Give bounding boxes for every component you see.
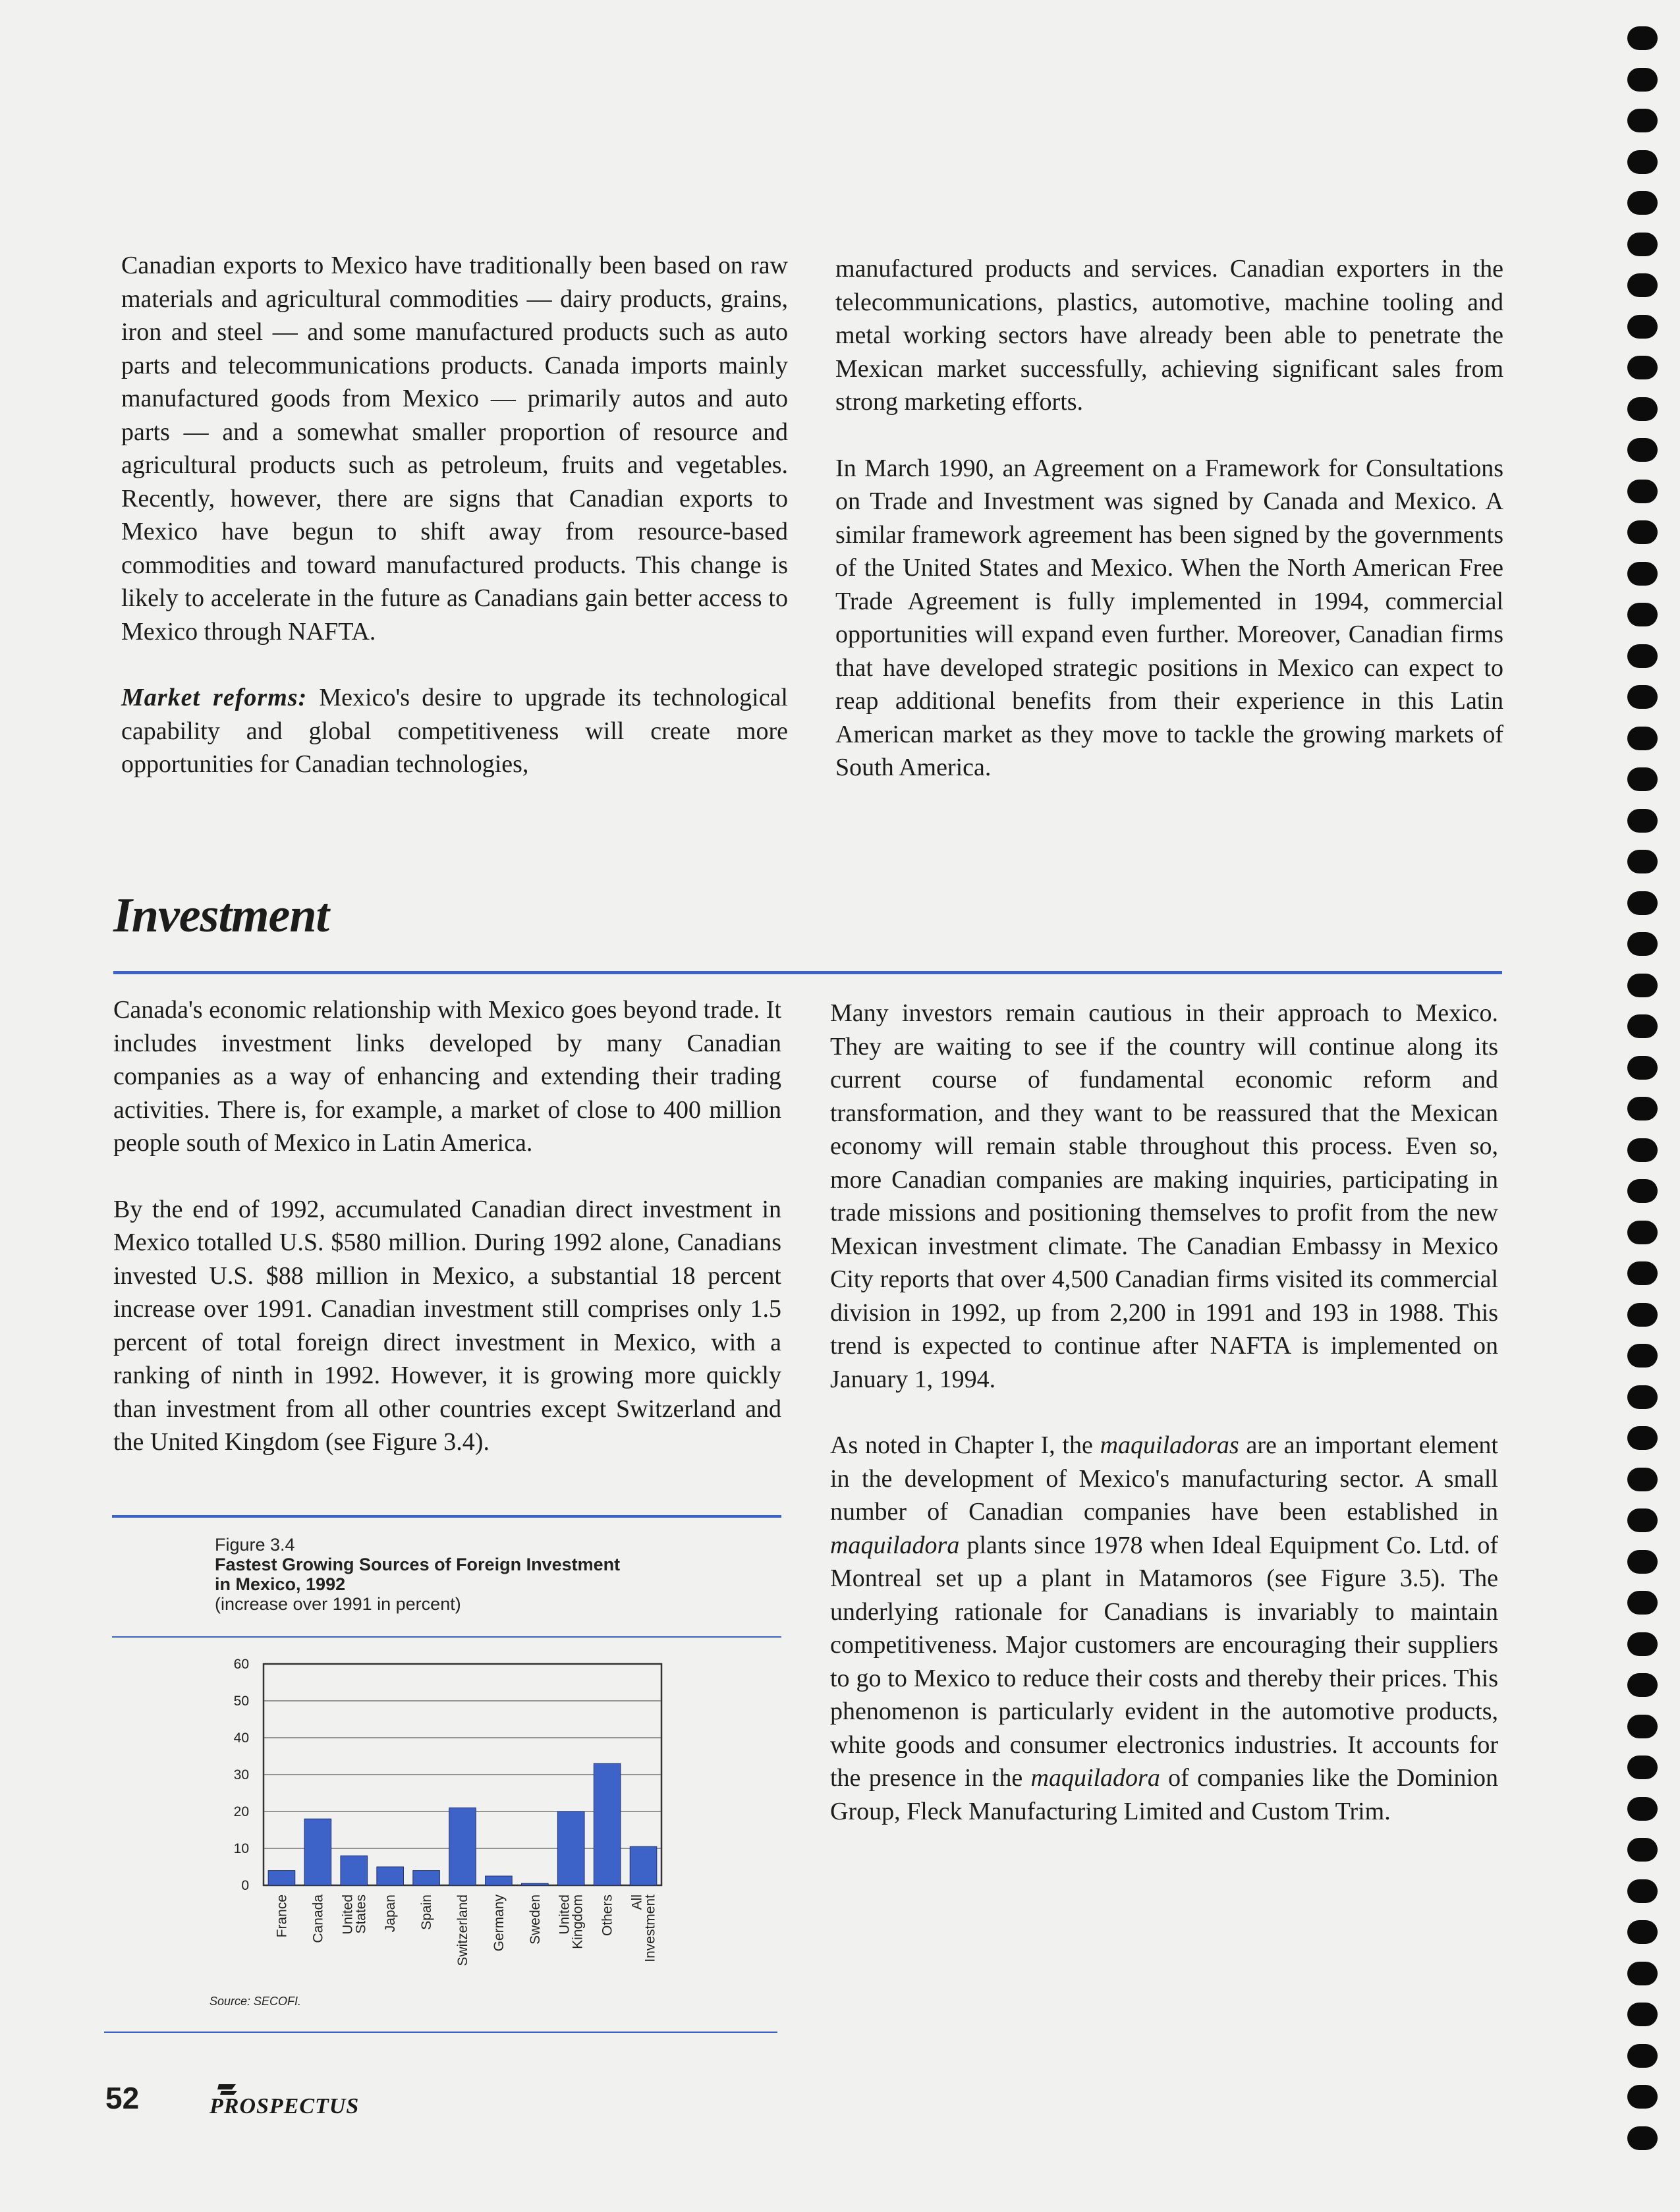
binding-hole xyxy=(1627,1468,1658,1491)
binding-hole xyxy=(1627,767,1658,791)
figure-caption xyxy=(215,1535,620,1614)
y-tick-label: 20 xyxy=(233,1804,249,1819)
prospectus-logo xyxy=(206,2080,370,2120)
x-tick-label: Canada xyxy=(310,1894,326,1943)
x-tick-label: Kingdom xyxy=(570,1894,586,1949)
bar xyxy=(486,1876,513,1885)
binding-hole xyxy=(1627,1879,1658,1903)
binding-hole xyxy=(1627,1261,1658,1285)
bar xyxy=(557,1811,584,1885)
paragraph: By the end of 1992, accumulated Canadian direct investment in Mexico totalled U.S. $580 million. During 1992 alone, Canadians invested U.S. $88 million in Mexico, a substantial 18 percent increase over 1991. Canadian investment still comprises only 1.5 percent of total foreign direct investment in Mexico, with a ranking of ninth in 1992. However, it is growing more quickly than investment from all other countries except Switzerland and the United Kingdom (see Figure 3.4). xyxy=(113,1195,781,1456)
binding-hole xyxy=(1627,1550,1658,1574)
bar xyxy=(377,1867,404,1885)
binding-hole xyxy=(1627,1303,1658,1327)
x-tick-label: France xyxy=(274,1894,290,1938)
binding-hole xyxy=(1627,644,1658,668)
paragraph: Canadian exports to Mexico have traditionally been based on raw materials and agricultural commodities — dairy products, grains, iron and steel — and some manufactured products such as auto parts and telecommunications products. Canada imports mainly manufactured goods from Mexico — primarily autos and auto parts — and a somewhat smaller proportion of resource and agricultural products such as petroleum, fruits and vegetables. Recently, however, there are signs that Canadian exports to Mexico have begun to shift away from resource-based commodities and toward manufactured products. This change is likely to accelerate in the future as Canadians gain better access to Mexico through NAFTA. xyxy=(121,252,788,646)
figure-bottom-rule xyxy=(104,2032,777,2033)
emphasis: maquiladora xyxy=(830,1531,960,1559)
binding-hole xyxy=(1627,1632,1658,1656)
figure-title-line2: in Mexico, 1992 xyxy=(215,1574,346,1594)
logo-text: PROSPECTUS xyxy=(210,2094,360,2118)
binding-hole xyxy=(1627,1591,1658,1615)
paragraph: manufactured products and services. Canadian exporters in the telecommunications, plastics, automotive, machine tooling and metal working sectors have already been able to penetrate the Mexican market successfully, achieving significant sales from strong marketing efforts. xyxy=(835,255,1503,416)
x-tick-label: United xyxy=(557,1894,573,1935)
market-reforms-paragraph xyxy=(121,681,788,781)
bar xyxy=(630,1846,657,1885)
binding-hole xyxy=(1627,1797,1658,1821)
text-run: plants since 1978 when Ideal Equipment Co. Ltd. of Montreal set up a plant in Matamoros (see Figure 3.5). The underlying rationale for Canadians is invariably to maintain competitiveness. Major customers are encouraging their suppliers to go to Mexico to reduce their costs and thereby their prices. This phenomenon is particularly evident in the automotive products, white goods and consumer electronics industries. It accounts for the presence in the xyxy=(830,1531,1498,1792)
binding-hole xyxy=(1627,1920,1658,1944)
binding-hole xyxy=(1627,1426,1658,1450)
y-tick-label: 40 xyxy=(233,1730,249,1746)
binding-hole xyxy=(1627,1179,1658,1203)
binding-hole xyxy=(1627,2085,1658,2109)
binding-hole xyxy=(1627,1138,1658,1162)
binding-hole xyxy=(1627,109,1658,132)
binding-hole xyxy=(1627,68,1658,92)
bar xyxy=(449,1808,476,1885)
bar xyxy=(413,1871,440,1885)
figure-subtitle: (increase over 1991 in percent) xyxy=(215,1594,461,1614)
y-tick-label: 0 xyxy=(241,1878,249,1893)
x-tick-label: Sweden xyxy=(527,1894,543,1945)
binding-hole xyxy=(1627,520,1658,544)
binding-hole xyxy=(1627,1838,1658,1862)
binding-hole xyxy=(1627,2044,1658,2068)
binding-holes xyxy=(1627,26,1658,2167)
binding-hole xyxy=(1627,1715,1658,1738)
run-in-heading: Market reforms: xyxy=(121,684,308,711)
binding-hole xyxy=(1627,1014,1658,1038)
y-tick-label: 60 xyxy=(233,1657,249,1672)
binding-hole xyxy=(1627,850,1658,873)
figure-label: Figure 3.4 xyxy=(215,1535,295,1555)
bar xyxy=(268,1871,295,1885)
x-tick-label: Germany xyxy=(491,1894,507,1952)
text-run: are an important element in the development of Mexico's manufacturing sector. A small number of Canadian companies have been established in xyxy=(830,1431,1498,1526)
bar-chart xyxy=(211,1640,685,1989)
y-tick-label: 30 xyxy=(233,1767,249,1783)
binding-hole xyxy=(1627,273,1658,297)
binding-hole xyxy=(1627,356,1658,379)
x-tick-label: Others xyxy=(600,1894,615,1937)
binding-hole xyxy=(1627,603,1658,626)
text-run: As noted in Chapter I, the xyxy=(830,1431,1100,1459)
investment-right-column xyxy=(830,997,1498,1861)
paragraph xyxy=(830,1429,1498,1828)
bar xyxy=(594,1763,621,1885)
page-number: 52 xyxy=(105,2081,140,2115)
bar xyxy=(341,1856,368,1885)
binding-hole xyxy=(1627,397,1658,421)
binding-hole xyxy=(1627,1756,1658,1779)
figure-top-rule xyxy=(112,1515,781,1518)
binding-hole xyxy=(1627,727,1658,750)
x-tick-label: All xyxy=(629,1894,645,1910)
paragraph-text: Mexico's desire to upgrade its technological capability and global competitiveness will create more opportunities for Canadian technologies, xyxy=(121,684,788,778)
binding-hole xyxy=(1627,1097,1658,1120)
binding-hole xyxy=(1627,932,1658,956)
binding-hole xyxy=(1627,1673,1658,1697)
binding-hole xyxy=(1627,1962,1658,1985)
binding-hole xyxy=(1627,1385,1658,1409)
investment-left-column xyxy=(113,993,781,1492)
binding-hole xyxy=(1627,974,1658,997)
y-tick-label: 50 xyxy=(233,1694,249,1709)
y-tick-label: 10 xyxy=(233,1841,249,1856)
binding-hole xyxy=(1627,2003,1658,2026)
x-tick-label: United xyxy=(340,1894,356,1935)
binding-hole xyxy=(1627,2126,1658,2150)
x-tick-label: Switzerland xyxy=(455,1894,470,1966)
heading-rule xyxy=(113,971,1502,974)
binding-hole xyxy=(1627,685,1658,709)
binding-hole xyxy=(1627,150,1658,174)
binding-hole xyxy=(1627,1344,1658,1368)
text-run: of companies like the Dominion Group, Fleck Manufacturing Limited and Custom Trim. xyxy=(830,1764,1499,1825)
paragraph: In March 1990, an Agreement on a Framework for Consultations on Trade and Investment was signed by Canada and Mexico. A similar framework agreement has been signed by the governments of the United States and Mexico. When the North American Free Trade Agreement is fully implemented in 1994, commercial opportunities will expand even further. Moreover, Canadian firms that have developed strategic positions in Mexico can expect to reap additional benefits from their experience in this Latin American market as they move to tackle the growing markets of South America. xyxy=(835,454,1503,781)
binding-hole xyxy=(1627,26,1658,50)
top-right-column xyxy=(835,252,1503,817)
x-tick-label: States xyxy=(353,1894,369,1934)
bar xyxy=(522,1883,549,1885)
figure-title-line1: Fastest Growing Sources of Foreign Investment xyxy=(215,1555,621,1574)
emphasis: maquiladora xyxy=(1030,1764,1160,1792)
binding-hole xyxy=(1627,1221,1658,1244)
binding-hole xyxy=(1627,233,1658,256)
binding-hole xyxy=(1627,191,1658,215)
binding-hole xyxy=(1627,562,1658,586)
x-tick-label: Japan xyxy=(383,1894,399,1933)
paragraph: Canada's economic relationship with Mexico goes beyond trade. It includes investment links developed by many Canadian companies as a way of enhancing and extending their trading activities. There is, for example, a market of close to 400 million people south of Mexico in Latin America. xyxy=(113,996,781,1157)
binding-hole xyxy=(1627,315,1658,339)
binding-hole xyxy=(1627,1508,1658,1532)
top-left-column xyxy=(121,249,788,814)
binding-hole xyxy=(1627,438,1658,462)
emphasis: maquiladoras xyxy=(1100,1431,1239,1459)
x-tick-label: Investment xyxy=(642,1894,658,1962)
x-tick-label: Spain xyxy=(419,1894,435,1930)
figure-mid-rule xyxy=(112,1636,781,1638)
bar xyxy=(304,1819,331,1885)
binding-hole xyxy=(1627,891,1658,915)
binding-hole xyxy=(1627,1056,1658,1080)
binding-hole xyxy=(1627,809,1658,833)
section-heading: Investment xyxy=(113,889,329,943)
paragraph: Many investors remain cautious in their approach to Mexico. They are waiting to see if the country will continue along its current course of fundamental economic reform and transformation, and they want to be reassured that the Mexican economy will remain stable throughout this process. Even so, more Canadian companies are making inquiries, participating in trade missions and positioning themselves to profit from the new Mexican investment climate. The Canadian Embassy in Mexico City reports that over 4,500 Canadian firms visited its commercial division in 1992, up from 2,200 in 1991 and 193 in 1988. This trend is expected to continue after NAFTA is implemented on January 1, 1994. xyxy=(830,999,1498,1393)
figure-source: Source: SECOFI. xyxy=(210,1995,302,2008)
binding-hole xyxy=(1627,480,1658,503)
